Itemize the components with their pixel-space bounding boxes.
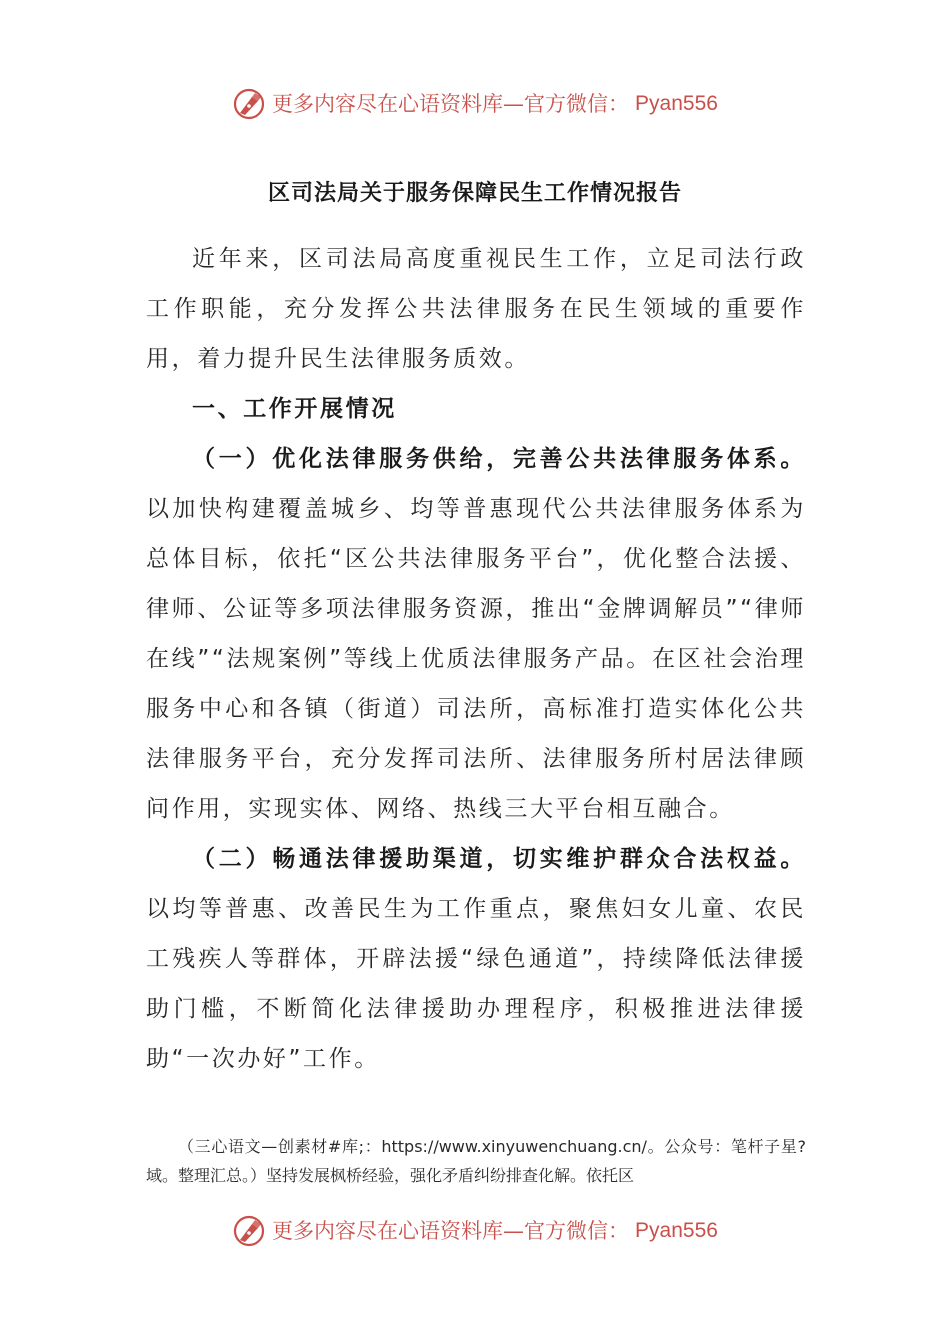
item-2-text: 以均等普惠、改善民生为工作重点，聚焦妇女儿童、农民工残疾人等群体，开辟法援“绿色通道”，持续降低法律援助门槛，不断简化法律援助办理程序，积极推进法律援助“一次办好”工作。: [146, 896, 806, 1072]
pen-nib-icon: [232, 1214, 266, 1248]
item-1-heading: （一）优化法律服务供给，完善公共法律服务体系。: [192, 446, 806, 472]
footer-banner: [0, 1214, 950, 1248]
header-banner: [0, 87, 950, 121]
item-2-paragraph: [146, 834, 806, 1084]
pen-nib-icon: [232, 87, 266, 121]
item-1-text: 以加快构建覆盖城乡、均等普惠现代公共法律服务体系为总体目标，依托“区公共法律服务平台”，优化整合法援、律师、公证等多项法律服务资源，推出“金牌调解员”“律师在线”“法规案例”等线上优质法律服务产品。在区社会治理服务中心和各镇（街道）司法所，高标准打造实体化公共法律服务平台，充分发挥司法所、法律服务所村居法律顾问作用，实现实体、网络、热线三大平台相互融合。: [146, 496, 806, 822]
banner-wechat-account: Pyan556: [635, 1219, 718, 1242]
document-body: [146, 234, 806, 1084]
document-title: 区司法局关于服务保障民生工作情况报告: [267, 181, 682, 206]
banner-text: 更多内容尽在心语资料库—官方微信：: [272, 92, 630, 116]
item-1-paragraph: [146, 434, 806, 834]
banner-wechat-account: Pyan556: [635, 92, 718, 115]
source-note: （三心语文—创素材#库;：https://www.xinyuwenchuang.cn/。公众号：笔杆子星?域。整理汇总。）坚持发展枫桥经验，强化矛盾纠纷排查化解。依托区: [146, 1137, 806, 1185]
intro-paragraph: 近年来，区司法局高度重视民生工作，立足司法行政工作职能，充分发挥公共法律服务在民生领域的重要作用，着力提升民生法律服务质效。: [146, 246, 806, 372]
section-heading: 一、工作开展情况: [192, 396, 397, 422]
banner-text: 更多内容尽在心语资料库—官方微信：: [272, 1219, 630, 1243]
item-2-heading: （二）畅通法律援助渠道，切实维护群众合法权益。: [192, 846, 806, 872]
